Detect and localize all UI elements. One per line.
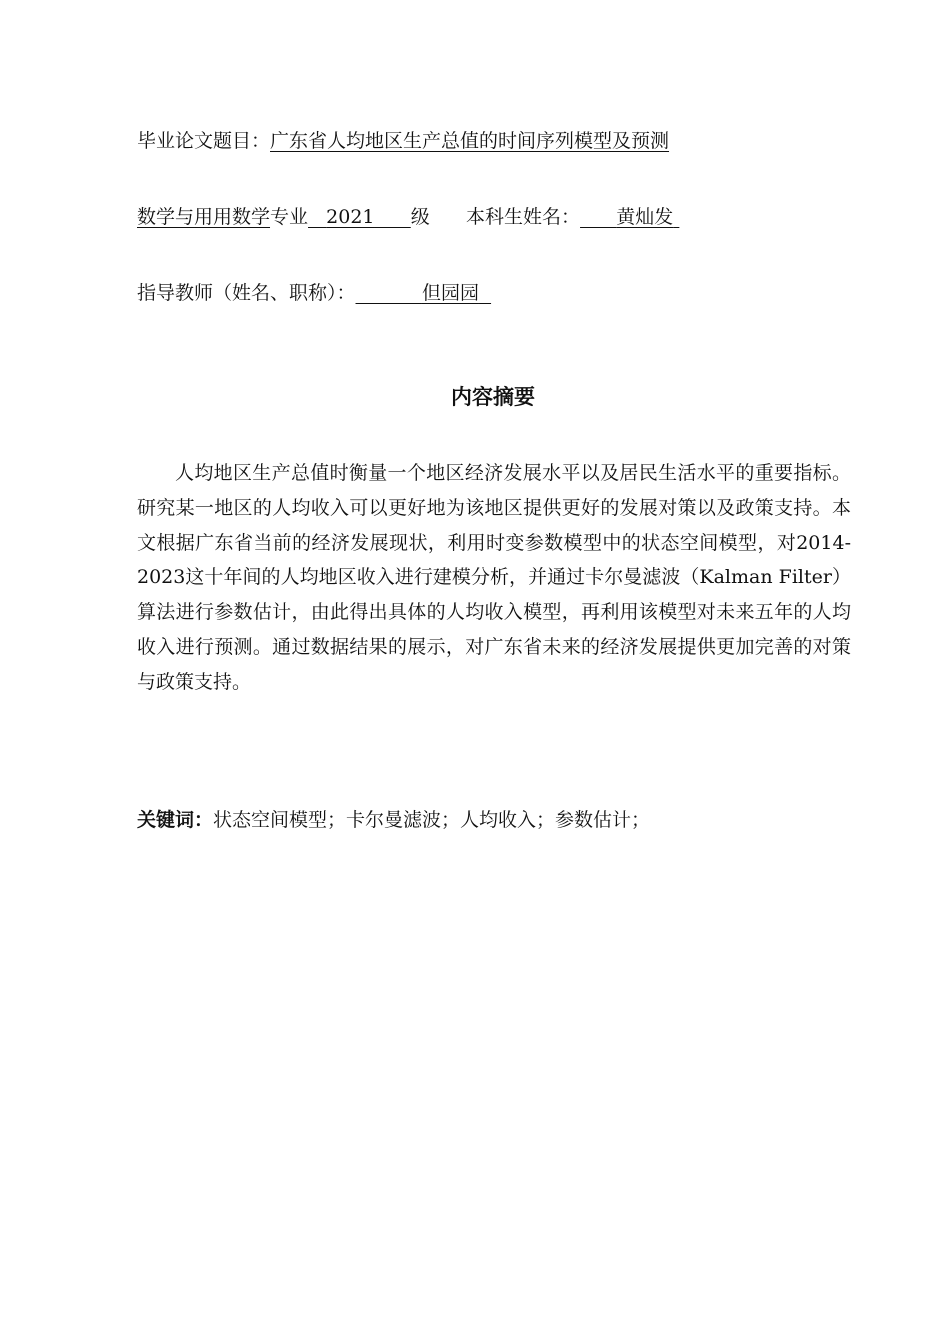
major: 数学与用用数学 <box>137 206 271 228</box>
major-suffix: 专业 <box>270 206 309 228</box>
student-underline-trail <box>673 206 679 228</box>
grade-underline-trail <box>375 206 411 228</box>
thesis-title-label: 毕业论文题目： <box>137 130 271 152</box>
grade-suffix: 级 <box>410 206 430 228</box>
thesis-title: 广东省人均地区生产总值的时间序列模型及预测 <box>270 130 670 152</box>
advisor-label: 指导教师（姓名、职称）： <box>137 282 356 304</box>
grade: 2021 <box>326 206 375 228</box>
keywords-text: 状态空间模型；卡尔曼滤波；人均收入；参数估计； <box>213 809 651 831</box>
advisor-name: 但园园 <box>421 282 479 304</box>
advisor-line <box>137 281 491 305</box>
student-name: 黄灿发 <box>616 206 674 228</box>
thesis-title-line <box>137 129 669 153</box>
abstract-body: 人均地区生产总值时衡量一个地区经济发展水平以及居民生活水平的重要指标。研究某一地区的人均收入可以更好地为该地区提供更好的发展对策以及政策支持。本文根据广东省当前的经济发展现状，利用时变参数模型中的状态空间模型，对2014-2023这十年间的人均地区收入进行建模分析，并通过卡尔曼滤波（Kalman Filter）算法进行参数估计，由此得出具体的人均收入模型，再利用该模型对未来五年的人均收入进行预测。通过数据结果的展示，对广东省未来的经济发展提供更加完善的对策与政策支持。 <box>137 462 851 693</box>
advisor-underline-trail <box>479 282 491 304</box>
advisor-underline-lead <box>356 282 422 304</box>
student-label: 本科生姓名： <box>466 206 581 228</box>
abstract-heading: 内容摘要 <box>451 385 535 409</box>
student-info-line <box>137 205 679 229</box>
keywords-label: 关键词： <box>137 809 214 831</box>
keywords-line <box>137 808 650 832</box>
grade-underline-lead <box>308 206 326 228</box>
student-underline-lead <box>580 206 616 228</box>
